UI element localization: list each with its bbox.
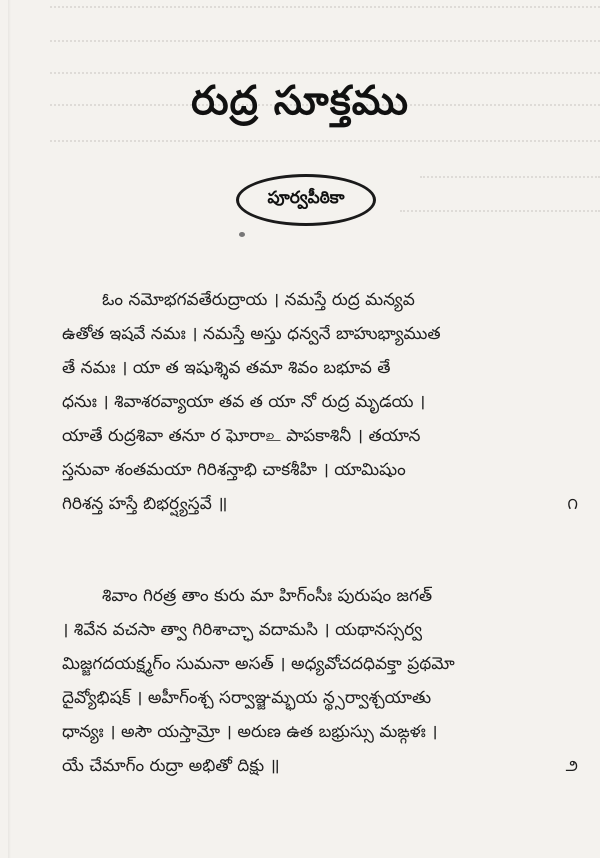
paragraph-line: తే నమః । యా త ఇషుశ్శివ తమా శివం బభూవ తే [62, 358, 391, 378]
paragraph-2 [62, 579, 580, 783]
paragraph-line: । శివేన వచసా త్వా గిరిశాచ్ఛా వదామసి । యథానస్సర్వ [62, 620, 423, 640]
verse-number: ౨ [565, 756, 578, 775]
paragraph-line: ఓం నమోభగవతేరుద్రాయ । నమస్తే రుద్ర మన్యవ [102, 290, 415, 310]
paragraph-line: మిజ్జగదయక్ష్మగ్ం సుమనా అసత్ । అధ్యవోచదధివక్తా ప్రథమో [62, 654, 455, 674]
paragraph-1 [62, 283, 580, 521]
section-heading-label: పూర్వపీఠికా [267, 188, 345, 208]
paragraph-line: యాతే రుద్రశివా తనూ ర ఘోరాஉ పాపకాశినీ । తయాన [62, 426, 421, 446]
paragraph-line: స్తనువా శంతమయా గిరిశన్తాభి చాకశీహి । యామిషుం [62, 460, 406, 480]
paragraph-line: దైవ్యోభిషక్ । అహీగ్ంశ్చ సర్వాఞ్జమ్భయ న్థ్సర్వాశ్చయాతు [62, 688, 432, 708]
page-title: రుద్ర సూక్తము [191, 78, 409, 124]
verse-number: ౧ [567, 494, 578, 513]
paragraph-last-line [62, 487, 580, 521]
paragraph-line: ధనుః । శివాశరవ్యాయా తవ త యా నో రుద్ర మృడయ । [62, 392, 426, 412]
paragraph-line: శివాం గిరత్ర తాం కురు మా హిగ్ంసీః పురుషం జగత్ [102, 586, 433, 606]
paragraph-line: ఉతోత ఇషవే నమః । నమస్తే అస్తు ధన్వనే బాహుభ్యాముత [62, 324, 441, 344]
paragraph-last-line [62, 749, 580, 783]
paragraph-line: గిరిశన్త హస్తే బిభర్ష్యస్తవే ॥ [62, 494, 228, 514]
ink-speck [239, 232, 245, 237]
section-heading-oval [236, 174, 376, 226]
paragraph-line: యే చేమాగ్ం రుద్రా అభితో దిక్షు ॥ [62, 756, 280, 776]
paragraph-line: ధాన్యః । అసౌ యస్తామ్రో । అరుణ ఉత బభ్రుస్సు మఙ్గళః । [62, 722, 438, 742]
